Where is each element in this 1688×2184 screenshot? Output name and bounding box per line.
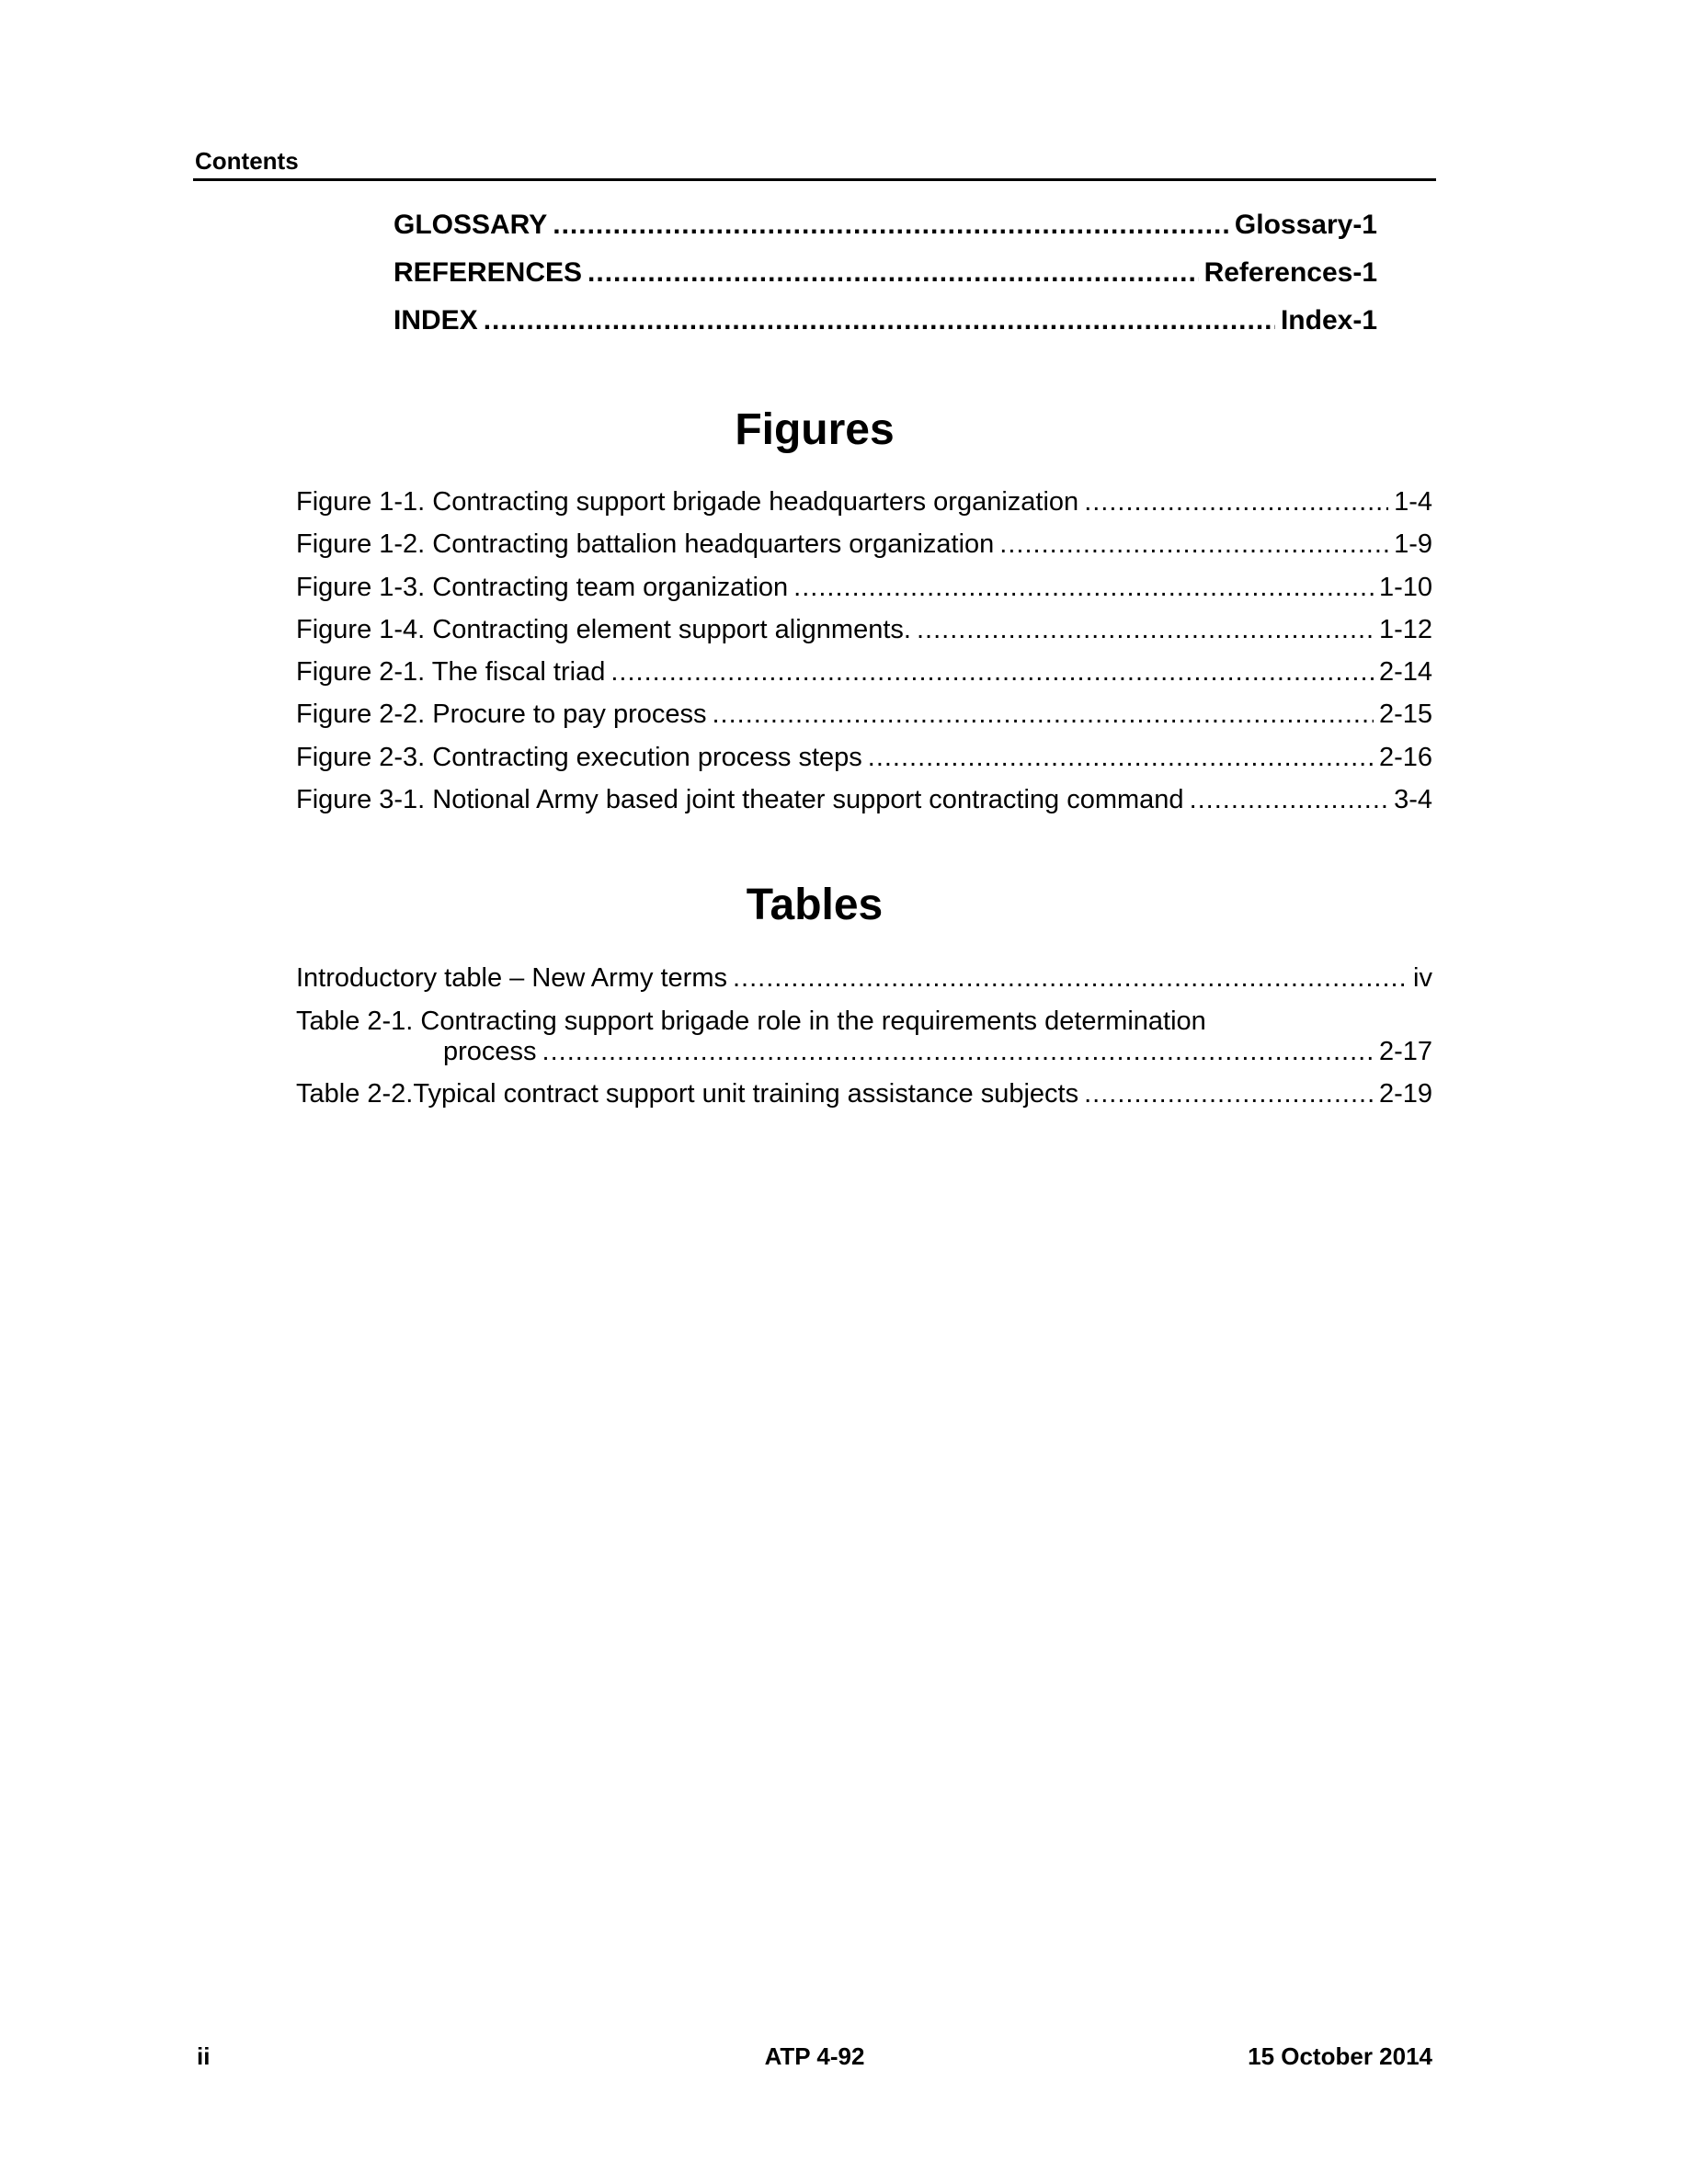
header-rule bbox=[193, 178, 1436, 181]
table-entry-label-continued: process bbox=[443, 1037, 537, 1066]
table-entry-label: Introductory table – New Army terms bbox=[296, 963, 727, 993]
back-matter-list bbox=[393, 210, 1377, 353]
dot-leader bbox=[484, 305, 1275, 336]
toc-entry-index[interactable] bbox=[393, 305, 1377, 353]
table-entry-label: Table 2-1. Contracting support brigade role in the requirements determination bbox=[296, 1007, 1206, 1036]
figure-entry-page: 2-14 bbox=[1378, 657, 1432, 688]
table-entry-page: iv bbox=[1413, 963, 1432, 993]
table-entry-page: 2-17 bbox=[1378, 1037, 1432, 1066]
figure-entry[interactable] bbox=[296, 615, 1432, 657]
figure-entry-page: 1-10 bbox=[1378, 572, 1432, 602]
table-entry[interactable] bbox=[296, 963, 1432, 1006]
figure-entry[interactable] bbox=[296, 785, 1432, 827]
dot-leader bbox=[733, 963, 1408, 994]
running-header: Contents bbox=[195, 147, 299, 175]
table-entry-label: Table 2-2.Typical contract support unit training assistance subjects bbox=[296, 1079, 1079, 1109]
figure-entry[interactable] bbox=[296, 657, 1432, 700]
toc-entry-page: Glossary-1 bbox=[1234, 210, 1377, 240]
toc-entry-glossary[interactable] bbox=[393, 210, 1377, 257]
figure-entry-label: Figure 3-1. Notional Army based joint theater support contracting command bbox=[296, 785, 1184, 815]
dot-leader bbox=[1084, 1079, 1374, 1109]
figure-entry[interactable] bbox=[296, 743, 1432, 785]
table-entry[interactable] bbox=[296, 1079, 1432, 1121]
figure-entry-page: 3-4 bbox=[1394, 785, 1432, 815]
figure-entry-label: Figure 2-2. Procure to pay process bbox=[296, 700, 707, 730]
dot-leader bbox=[793, 573, 1374, 603]
toc-entry-references[interactable] bbox=[393, 257, 1377, 305]
dot-leader bbox=[1190, 785, 1389, 815]
table-entry-page: 2-19 bbox=[1378, 1079, 1432, 1109]
figure-list bbox=[296, 487, 1432, 827]
dot-leader bbox=[610, 657, 1374, 688]
dot-leader bbox=[587, 257, 1199, 289]
figure-entry-label: Figure 1-4. Contracting element support alignments. bbox=[296, 614, 911, 644]
dot-leader bbox=[1084, 487, 1388, 518]
table-entry[interactable] bbox=[296, 1006, 1432, 1079]
dot-leader bbox=[868, 743, 1374, 773]
figures-heading: Figures bbox=[735, 405, 895, 454]
table-entry-continuation bbox=[296, 1037, 1432, 1079]
toc-entry-page: References-1 bbox=[1203, 257, 1377, 288]
figure-entry-label: Figure 1-3. Contracting team organization bbox=[296, 572, 789, 602]
dot-leader bbox=[553, 210, 1229, 241]
table-list bbox=[296, 963, 1432, 1121]
dot-leader bbox=[999, 529, 1388, 560]
toc-entry-label: REFERENCES bbox=[393, 257, 583, 288]
figure-entry-label: Figure 1-2. Contracting battalion headquarters organization bbox=[296, 529, 995, 560]
footer-publication: ATP 4-92 bbox=[764, 2042, 865, 2070]
tables-heading: Tables bbox=[746, 881, 884, 929]
figure-entry-page: 1-9 bbox=[1394, 529, 1432, 560]
footer-date: 15 October 2014 bbox=[1248, 2042, 1432, 2070]
figure-entry[interactable] bbox=[296, 573, 1432, 615]
figure-entry-page: 1-4 bbox=[1394, 487, 1432, 517]
figure-entry[interactable] bbox=[296, 700, 1432, 742]
dot-leader bbox=[917, 615, 1374, 645]
figure-entry-label: Figure 2-3. Contracting execution process steps bbox=[296, 742, 862, 772]
dot-leader bbox=[712, 700, 1373, 730]
footer-page-number: ii bbox=[197, 2042, 211, 2070]
toc-entry-label: INDEX bbox=[393, 305, 478, 336]
figure-entry-label: Figure 1-1. Contracting support brigade headquarters organization bbox=[296, 487, 1079, 517]
figure-entry-page: 2-16 bbox=[1378, 742, 1432, 772]
figure-entry-page: 1-12 bbox=[1378, 614, 1432, 644]
figure-entry-page: 2-15 bbox=[1378, 700, 1432, 730]
figure-entry-label: Figure 2-1. The fiscal triad bbox=[296, 657, 606, 688]
toc-entry-page: Index-1 bbox=[1280, 305, 1377, 336]
figure-entry[interactable] bbox=[296, 529, 1432, 572]
figure-entry[interactable] bbox=[296, 487, 1432, 529]
toc-entry-label: GLOSSARY bbox=[393, 210, 548, 240]
dot-leader bbox=[542, 1037, 1374, 1067]
